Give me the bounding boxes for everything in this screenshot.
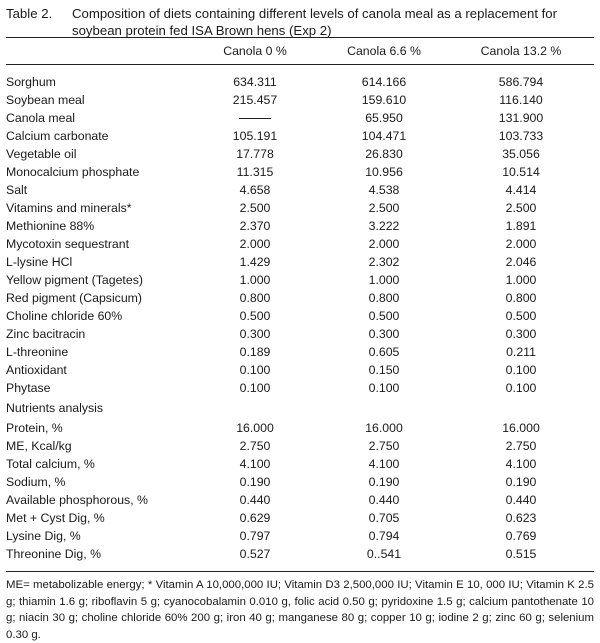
row-value: 0.800	[505, 291, 537, 305]
row-value: 2.046	[505, 255, 537, 269]
row-value: 0.800	[239, 291, 271, 305]
row-value: 1.429	[239, 255, 271, 269]
row-label: Lysine Dig, %	[6, 529, 81, 543]
row-value: 0.623	[505, 511, 537, 525]
row-label: Canola meal	[6, 111, 76, 125]
row-value: 0..541	[366, 547, 402, 561]
table-row	[6, 163, 594, 181]
header-cell-canola-6-6: Canola 6.6 %	[347, 44, 421, 58]
row-value: 1.891	[505, 219, 537, 233]
row-value: 16.000	[502, 421, 540, 435]
row-value: 0.605	[368, 345, 400, 359]
row-value: 2.302	[368, 255, 400, 269]
row-value: 4.538	[368, 183, 400, 197]
table-row	[6, 217, 594, 235]
spacer-bottom-cell	[6, 563, 594, 571]
table-row	[6, 271, 594, 289]
row-value: 4.100	[505, 457, 537, 471]
row-value: 2.750	[368, 439, 400, 453]
row-label: L-threonine	[6, 345, 69, 359]
spacer-top	[6, 65, 594, 73]
row-label: Sodium, %	[6, 475, 66, 489]
row-value: 10.514	[502, 165, 540, 179]
row-value: 1.000	[368, 273, 400, 287]
row-value: 159.610	[361, 93, 407, 107]
row-value: 131.900	[498, 111, 544, 125]
table-row	[6, 343, 594, 361]
row-value: 0.500	[239, 309, 271, 323]
row-value: 0.500	[368, 309, 400, 323]
row-label: Monocalcium phosphate	[6, 165, 140, 179]
row-value: 0.527	[239, 547, 271, 561]
composition-table	[6, 38, 594, 571]
row-value: 0.440	[505, 493, 537, 507]
table-row	[6, 289, 594, 307]
row-value: 104.471	[361, 129, 407, 143]
row-value: 4.658	[239, 183, 271, 197]
table-row	[6, 181, 594, 199]
table-caption-text: Composition of diets containing different levels of canola meal as a replacement for soybean protein fed ISA Brown hens (Exp 2)	[72, 6, 558, 38]
row-value: 586.794	[498, 75, 544, 89]
row-label: Met + Cyst Dig, %	[6, 511, 105, 525]
row-value: 65.950	[365, 111, 403, 125]
header-cell-ingredient	[6, 38, 190, 65]
table-row	[6, 199, 594, 217]
row-value: 16.000	[236, 421, 274, 435]
row-label: Mycotoxin sequestrant	[6, 237, 130, 251]
row-label: Soybean meal	[6, 93, 85, 107]
row-value: 0.300	[368, 327, 400, 341]
row-value: 10.956	[365, 165, 403, 179]
row-label: Vegetable oil	[6, 147, 77, 161]
table-row	[6, 527, 594, 545]
table-body	[6, 65, 594, 572]
table-row	[6, 419, 594, 437]
row-value: 0.797	[239, 529, 271, 543]
empty-value-dash	[190, 109, 320, 127]
row-label: Antioxidant	[6, 363, 67, 377]
row-value: 2.370	[239, 219, 271, 233]
row-value: 2.000	[239, 237, 271, 251]
row-value: 215.457	[232, 93, 278, 107]
row-value: 105.191	[232, 129, 278, 143]
table-row	[6, 91, 594, 109]
table-row	[6, 325, 594, 343]
table-row	[6, 73, 594, 91]
row-value: 634.311	[233, 75, 277, 89]
row-value: 614.166	[361, 75, 407, 89]
row-label: Calcium carbonate	[6, 129, 109, 143]
row-value: 1.000	[239, 273, 271, 287]
spacer-top-cell	[6, 65, 594, 73]
row-value: 0.150	[368, 363, 400, 377]
row-value: 0.794	[368, 529, 400, 543]
row-value: 17.778	[236, 147, 274, 161]
row-label: Total calcium, %	[6, 457, 95, 471]
row-label: Available phosphorous, %	[6, 493, 148, 507]
row-value: 0.190	[368, 475, 400, 489]
table-row	[6, 109, 594, 127]
row-value: 26.830	[365, 147, 403, 161]
row-value: 2.000	[505, 237, 537, 251]
row-label: Red pigment (Capsicum)	[6, 291, 142, 305]
table-row	[6, 235, 594, 253]
table-row	[6, 491, 594, 509]
table-footnote: ME= metabolizable energy; * Vitamin A 10,000,000 IU; Vitamin D3 2,500,000 IU; Vitamin E 10, 000 IU; Vitamin K 2.5 g; thiamin 1.6 g; riboflavin 5 g; cyanocobalamin 0.010 g, folic acid 0.50 g; pyridoxine 1.5 g; calcium pantothenate 10 g; niacin 30 g; choline chloride 60% 200 g; iron 40 g; manganese 80 g; copper 10 g; iodine 2 g; zinc 60 g; selenium 0.30 g.	[6, 579, 594, 641]
row-value: 2.500	[368, 201, 400, 215]
row-value: 0.440	[239, 493, 271, 507]
row-label: Salt	[6, 183, 28, 197]
row-value: 2.000	[368, 237, 400, 251]
table-row	[6, 145, 594, 163]
row-label: Sorghum	[6, 75, 56, 89]
row-value: 0.629	[239, 511, 271, 525]
row-label: Phytase	[6, 381, 51, 395]
table-row	[6, 307, 594, 325]
row-value: 35.056	[502, 147, 540, 161]
section-heading-nutrients: Nutrients analysis	[6, 401, 104, 415]
row-value: 0.100	[239, 363, 271, 377]
row-label: Protein, %	[6, 421, 63, 435]
row-label: Zinc bacitracin	[6, 327, 86, 341]
table-row	[6, 379, 594, 397]
row-label: Choline chloride 60%	[6, 309, 123, 323]
row-value: 0.705	[368, 511, 400, 525]
row-value: 103.733	[498, 129, 544, 143]
table-row	[6, 437, 594, 455]
row-value: 3.222	[368, 219, 400, 233]
header-cell-canola-13-2: Canola 13.2 %	[480, 44, 562, 58]
header-row	[6, 38, 594, 65]
row-label: Vitamins and minerals*	[6, 201, 132, 215]
row-label: L-lysine HCl	[6, 255, 73, 269]
row-value: 16.000	[365, 421, 403, 435]
header-cell-canola-0: Canola 0 %	[223, 44, 287, 58]
table-caption	[6, 0, 594, 37]
row-value: 11.315	[236, 165, 274, 179]
table-row	[6, 253, 594, 271]
table-row	[6, 509, 594, 527]
section-row	[6, 397, 594, 419]
row-label: Threonine Dig, %	[6, 547, 102, 561]
row-value: 4.414	[505, 183, 537, 197]
row-value: 0.211	[506, 345, 536, 359]
table-row	[6, 545, 594, 563]
row-value: 0.100	[239, 381, 271, 395]
row-value: 2.750	[505, 439, 537, 453]
row-value: 0.100	[368, 381, 400, 395]
row-value: 0.190	[239, 475, 271, 489]
table-row	[6, 127, 594, 145]
row-label: Methionine 88%	[6, 219, 95, 233]
row-value: 0.440	[368, 493, 400, 507]
row-value: 0.100	[505, 363, 537, 377]
row-value: 0.800	[368, 291, 400, 305]
row-value: 4.100	[239, 457, 271, 471]
table-caption-label: Table 2.	[6, 6, 53, 21]
spacer-bottom	[6, 563, 594, 571]
row-value: 0.300	[239, 327, 271, 341]
table-row	[6, 361, 594, 379]
row-value: 0.515	[505, 547, 537, 561]
table-row	[6, 473, 594, 491]
row-value: 0.300	[505, 327, 537, 341]
row-value: 4.100	[368, 457, 400, 471]
row-value: 0.189	[239, 345, 271, 359]
row-value: 2.500	[505, 201, 537, 215]
table-row	[6, 455, 594, 473]
row-value: 2.750	[239, 439, 271, 453]
dash-mark	[239, 118, 271, 119]
row-label: ME, Kcal/kg	[6, 439, 72, 453]
row-value: 2.500	[239, 201, 271, 215]
row-value: 0.500	[505, 309, 537, 323]
row-value: 1.000	[505, 273, 537, 287]
row-value: 0.769	[505, 529, 537, 543]
row-value: 0.100	[505, 381, 537, 395]
row-value: 0.190	[505, 475, 537, 489]
row-value: 116.140	[499, 93, 543, 107]
row-label: Yellow pigment (Tagetes)	[6, 273, 143, 287]
